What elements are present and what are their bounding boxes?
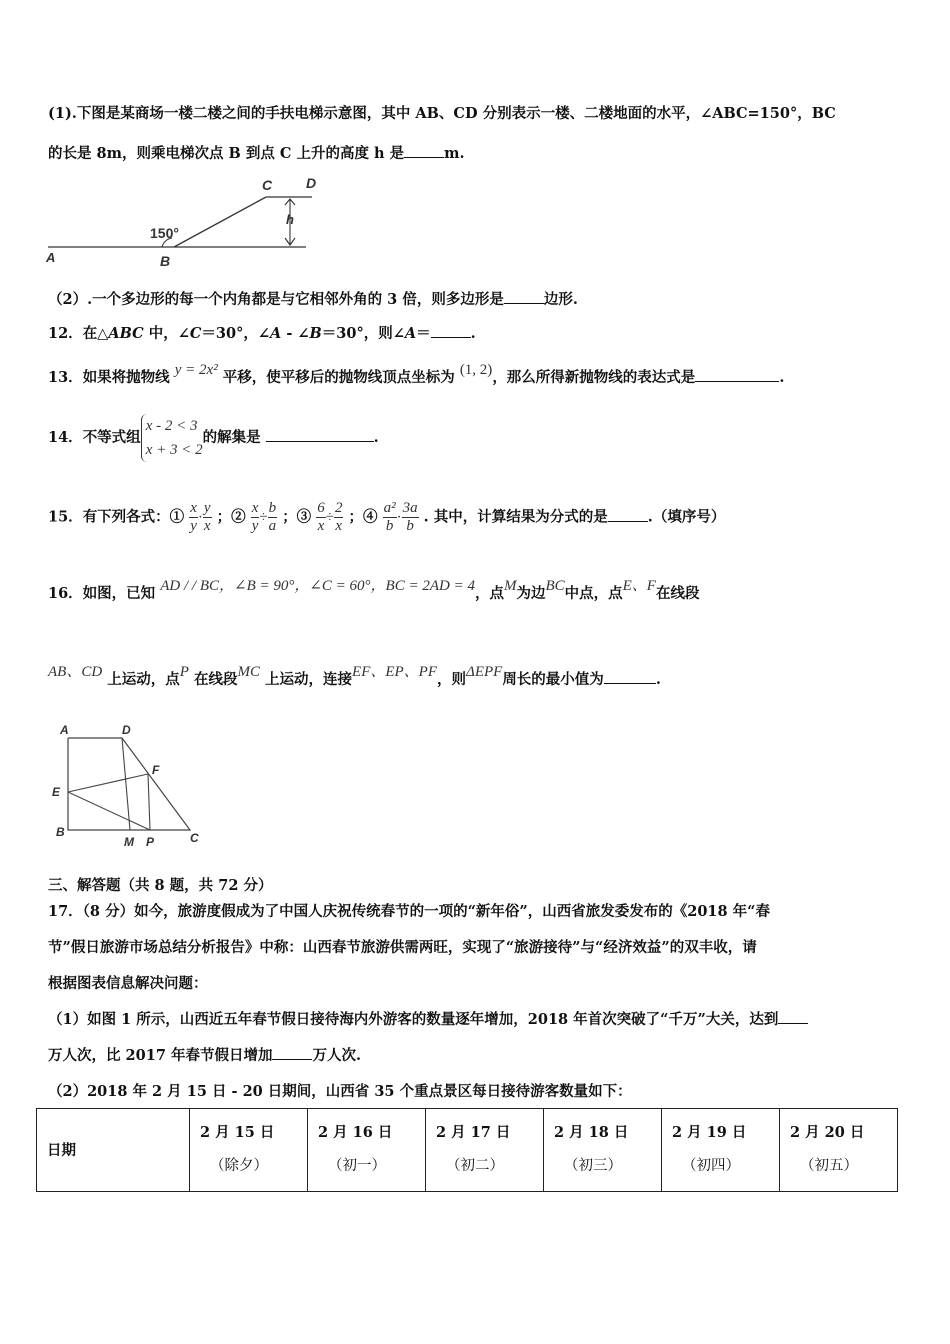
q12-eq: ＝ bbox=[416, 325, 431, 342]
answer-blank bbox=[431, 323, 471, 338]
q12-a2: A bbox=[404, 325, 417, 342]
section-heading: 三、解答题（共 8 题，共 72 分） bbox=[48, 877, 273, 894]
answer-blank bbox=[608, 507, 648, 522]
denominator: a bbox=[268, 518, 277, 534]
label-f: F bbox=[152, 763, 160, 777]
inequality-system bbox=[141, 414, 203, 462]
cell-date: 2 月 17 日 bbox=[436, 1124, 511, 1141]
q15-sep: ；③ bbox=[282, 508, 312, 526]
cell-holiday: （初三） bbox=[564, 1158, 622, 1174]
q13-text2: 平移，使平移后的抛物线顶点坐标为 bbox=[222, 369, 455, 386]
q-polygon-text: （2）.一个多边形的每一个内角都是与它相邻外角的 3 倍，则多边形是 bbox=[48, 291, 504, 308]
label-p: P bbox=[146, 835, 155, 849]
q17-line1: 17．（8 分）如今，旅游度假成为了中国人庆祝传统春节的一项的“新年俗”，山西省旅发委发布的《2018 年“春 bbox=[48, 903, 770, 920]
numerator: 3a bbox=[402, 500, 418, 516]
trapezoid-figure bbox=[46, 722, 216, 852]
fraction bbox=[383, 500, 397, 535]
q17-part1-tail: 万人次. bbox=[312, 1047, 362, 1064]
answer-blank bbox=[604, 669, 656, 684]
fraction bbox=[203, 500, 212, 535]
numerator: y bbox=[203, 500, 211, 516]
header-label: 日期 bbox=[47, 1142, 76, 1159]
q16-points-ef: E、F bbox=[622, 578, 656, 594]
q14-number: 14． bbox=[48, 429, 83, 446]
numerator: 6 bbox=[317, 500, 325, 516]
label-angle: 150° bbox=[150, 225, 179, 241]
q12-text: 在△ bbox=[82, 325, 109, 342]
q17-part2: （2）2018 年 2 月 15 日 - 20 日期间，山西省 35 个重点景区每日接待游客数量如下： bbox=[48, 1083, 632, 1100]
denominator: b bbox=[385, 518, 394, 534]
fraction bbox=[402, 500, 419, 535]
q16-text3: 为边 bbox=[516, 585, 546, 602]
q14 bbox=[48, 414, 379, 462]
denominator: y bbox=[251, 518, 259, 534]
table-cell bbox=[426, 1109, 544, 1192]
table-cell bbox=[308, 1109, 426, 1192]
cell-holiday: （初五） bbox=[800, 1158, 858, 1174]
numerator: x bbox=[190, 500, 197, 516]
numerator: b bbox=[268, 500, 277, 516]
q16-text8: 上运动，连接 bbox=[265, 671, 353, 688]
table-cell bbox=[662, 1109, 780, 1192]
answer-blank bbox=[504, 289, 544, 304]
q16-point-p: P bbox=[179, 664, 189, 680]
label-h: h bbox=[286, 212, 294, 227]
q16-line2 bbox=[48, 664, 661, 689]
q12-number: 12． bbox=[48, 325, 83, 342]
q16-number: 16． bbox=[48, 585, 83, 602]
table-row bbox=[37, 1109, 898, 1192]
q16-triangle: ΔEPF bbox=[466, 664, 503, 680]
label-c: C bbox=[262, 177, 273, 193]
denominator: y bbox=[190, 518, 197, 534]
label-c: C bbox=[190, 831, 199, 845]
cell-date: 2 月 19 日 bbox=[672, 1124, 747, 1141]
cell-holiday: （除夕） bbox=[210, 1158, 268, 1174]
table-cell bbox=[190, 1109, 308, 1192]
q16-text4: 中点，点 bbox=[564, 585, 623, 602]
numerator: 2 bbox=[334, 500, 343, 516]
q17-part1-cont bbox=[48, 1044, 361, 1065]
denominator: b bbox=[406, 518, 414, 534]
numerator: x bbox=[251, 500, 259, 516]
fraction bbox=[334, 500, 344, 535]
q15-text2: . 其中，计算结果为分式的是 bbox=[423, 508, 608, 526]
q15-sep: ；② bbox=[216, 508, 246, 526]
q12-text4: ＝30°，则∠ bbox=[321, 325, 405, 342]
q17-part1 bbox=[48, 1008, 808, 1029]
label-a: A bbox=[60, 723, 69, 737]
q-escalator-unit: m. bbox=[444, 145, 465, 162]
escalator-bc bbox=[174, 197, 266, 247]
label-a: A bbox=[46, 250, 56, 265]
q-polygon bbox=[48, 288, 578, 309]
denominator: x bbox=[317, 518, 325, 534]
q16-segments-ab-cd: AB、CD bbox=[48, 664, 103, 680]
label-b: B bbox=[160, 253, 171, 269]
q16-text2: ，点 bbox=[474, 585, 504, 602]
q16-side-bc: BC bbox=[545, 578, 565, 594]
q16-conditions: AD / / BC，∠B = 90°，∠C = 60°，BC = 2AD = 4 bbox=[160, 578, 475, 594]
cell-date: 2 月 20 日 bbox=[790, 1124, 865, 1141]
q16-segment-mc: MC bbox=[237, 664, 260, 680]
answer-blank bbox=[695, 367, 779, 382]
q12-c: C bbox=[189, 325, 202, 342]
q17-line3: 根据图表信息解决问题： bbox=[48, 975, 208, 992]
q-polygon-tail: 边形. bbox=[543, 291, 578, 308]
q14-text2: 的解集是 bbox=[202, 429, 261, 446]
cell-holiday: （初一） bbox=[328, 1158, 386, 1174]
q16-end: . bbox=[655, 671, 661, 688]
q15-text: 有下列各式：① bbox=[82, 508, 185, 526]
denominator: x bbox=[203, 518, 211, 534]
q15: 15．有下列各式：① $\frac{x}{y}$ · $\frac{y}{x}$ ；② $\frac{x}{y}$ ÷ $\frac{b}{a}$ ；③ $\frac{6}{x}$ ÷ $\frac{2}{x}$ ；④ $\frac{\text{a²}}{b}$ · $\frac{3a}{b}$ . 其中，计算结果为分式的是 .（填序号） bbox=[48, 500, 726, 534]
q15-number: 15． bbox=[48, 508, 83, 526]
q-escalator-line1: (1).下图是某商场一楼二楼之间的手扶电梯示意图，其中 AB、CD 分别表示一楼、二楼地面的水平，∠ABC=150°，BC bbox=[48, 105, 836, 122]
q16-point-m: M bbox=[503, 578, 517, 594]
label-d: D bbox=[306, 175, 317, 191]
q12-abc: ABC bbox=[108, 325, 144, 342]
segment-ep bbox=[68, 792, 150, 830]
answer-blank bbox=[404, 143, 444, 158]
q12-text2: 中，∠ bbox=[143, 325, 190, 342]
q12-dash: - ∠ bbox=[281, 325, 310, 342]
q16-text6: 上运动，点 bbox=[107, 671, 180, 688]
q13-vertex: (1, 2) bbox=[459, 362, 493, 378]
answer-blank bbox=[266, 427, 374, 442]
q13-text: 如果将抛物线 bbox=[82, 369, 170, 386]
q16-line1 bbox=[48, 578, 700, 603]
label-b: B bbox=[56, 825, 65, 839]
q15-tail: .（填序号） bbox=[647, 508, 726, 526]
cell-holiday: （初二） bbox=[446, 1158, 504, 1174]
q16-text10: 周长的最小值为 bbox=[502, 671, 604, 688]
table-cell bbox=[544, 1109, 662, 1192]
q16-text9: ，则 bbox=[437, 671, 467, 688]
q13-parabola: y = 2x² bbox=[174, 362, 218, 378]
fraction bbox=[316, 500, 326, 535]
q13-number: 13． bbox=[48, 369, 83, 386]
q-escalator-text: 的长是 8m，则乘电梯次点 B 到点 C 上升的高度 h 是 bbox=[48, 145, 405, 162]
label-m: M bbox=[124, 835, 134, 849]
table-cell bbox=[780, 1109, 898, 1192]
cell-date: 2 月 18 日 bbox=[554, 1124, 629, 1141]
q13-text3: ，那么所得新抛物线的表达式是 bbox=[492, 369, 696, 386]
escalator-figure bbox=[44, 172, 324, 272]
answer-blank bbox=[272, 1045, 312, 1060]
q16-text: 如图，已知 bbox=[82, 585, 156, 602]
fraction bbox=[268, 500, 278, 535]
cell-holiday: （初四） bbox=[682, 1158, 740, 1174]
q16-text5: 在线段 bbox=[655, 585, 700, 602]
q13-end: . bbox=[779, 369, 785, 386]
q12 bbox=[48, 322, 476, 343]
denominator: x bbox=[335, 518, 343, 534]
q13 bbox=[48, 362, 785, 387]
q14-text: 不等式组 bbox=[82, 429, 141, 446]
cell-date: 2 月 15 日 bbox=[200, 1124, 275, 1141]
label-d: D bbox=[122, 723, 131, 737]
segment-dm bbox=[122, 738, 130, 830]
segment-pf bbox=[148, 774, 150, 830]
inequality-1: x - 2 < 3 bbox=[145, 418, 198, 434]
q12-end: . bbox=[470, 325, 476, 342]
table-header-cell bbox=[37, 1109, 190, 1192]
fraction bbox=[189, 500, 198, 535]
q12-text3: ＝30°，∠ bbox=[201, 325, 270, 342]
label-e: E bbox=[52, 785, 61, 799]
q17-part1-text: （1）如图 1 所示，山西近五年春节假日接待海内外游客的数量逐年增加，2018 年首次突破了“千万”大关，达到 bbox=[48, 1011, 779, 1028]
segment-ef bbox=[68, 774, 148, 792]
q17-line2: 节”假日旅游市场总结分析报告》中称：山西春节旅游供需两旺，实现了“旅游接待”与“经济效益”的双丰收，请 bbox=[48, 939, 757, 956]
numerator: a² bbox=[383, 500, 396, 516]
q14-end: . bbox=[373, 429, 379, 446]
q12-b: B bbox=[309, 325, 322, 342]
answer-blank bbox=[778, 1009, 808, 1024]
q17-part1-text2: 万人次，比 2017 年春节假日增加 bbox=[48, 1047, 273, 1064]
q15-sep: ；④ bbox=[348, 508, 378, 526]
visitor-date-table bbox=[36, 1108, 898, 1192]
q16-segments: EF、EP、PF bbox=[352, 664, 438, 680]
q12-a: A bbox=[270, 325, 282, 342]
q-escalator-line2 bbox=[48, 142, 465, 163]
q16-text7: 在线段 bbox=[193, 671, 238, 688]
inequality-2: x + 3 < 2 bbox=[145, 442, 203, 458]
cell-date: 2 月 16 日 bbox=[318, 1124, 393, 1141]
